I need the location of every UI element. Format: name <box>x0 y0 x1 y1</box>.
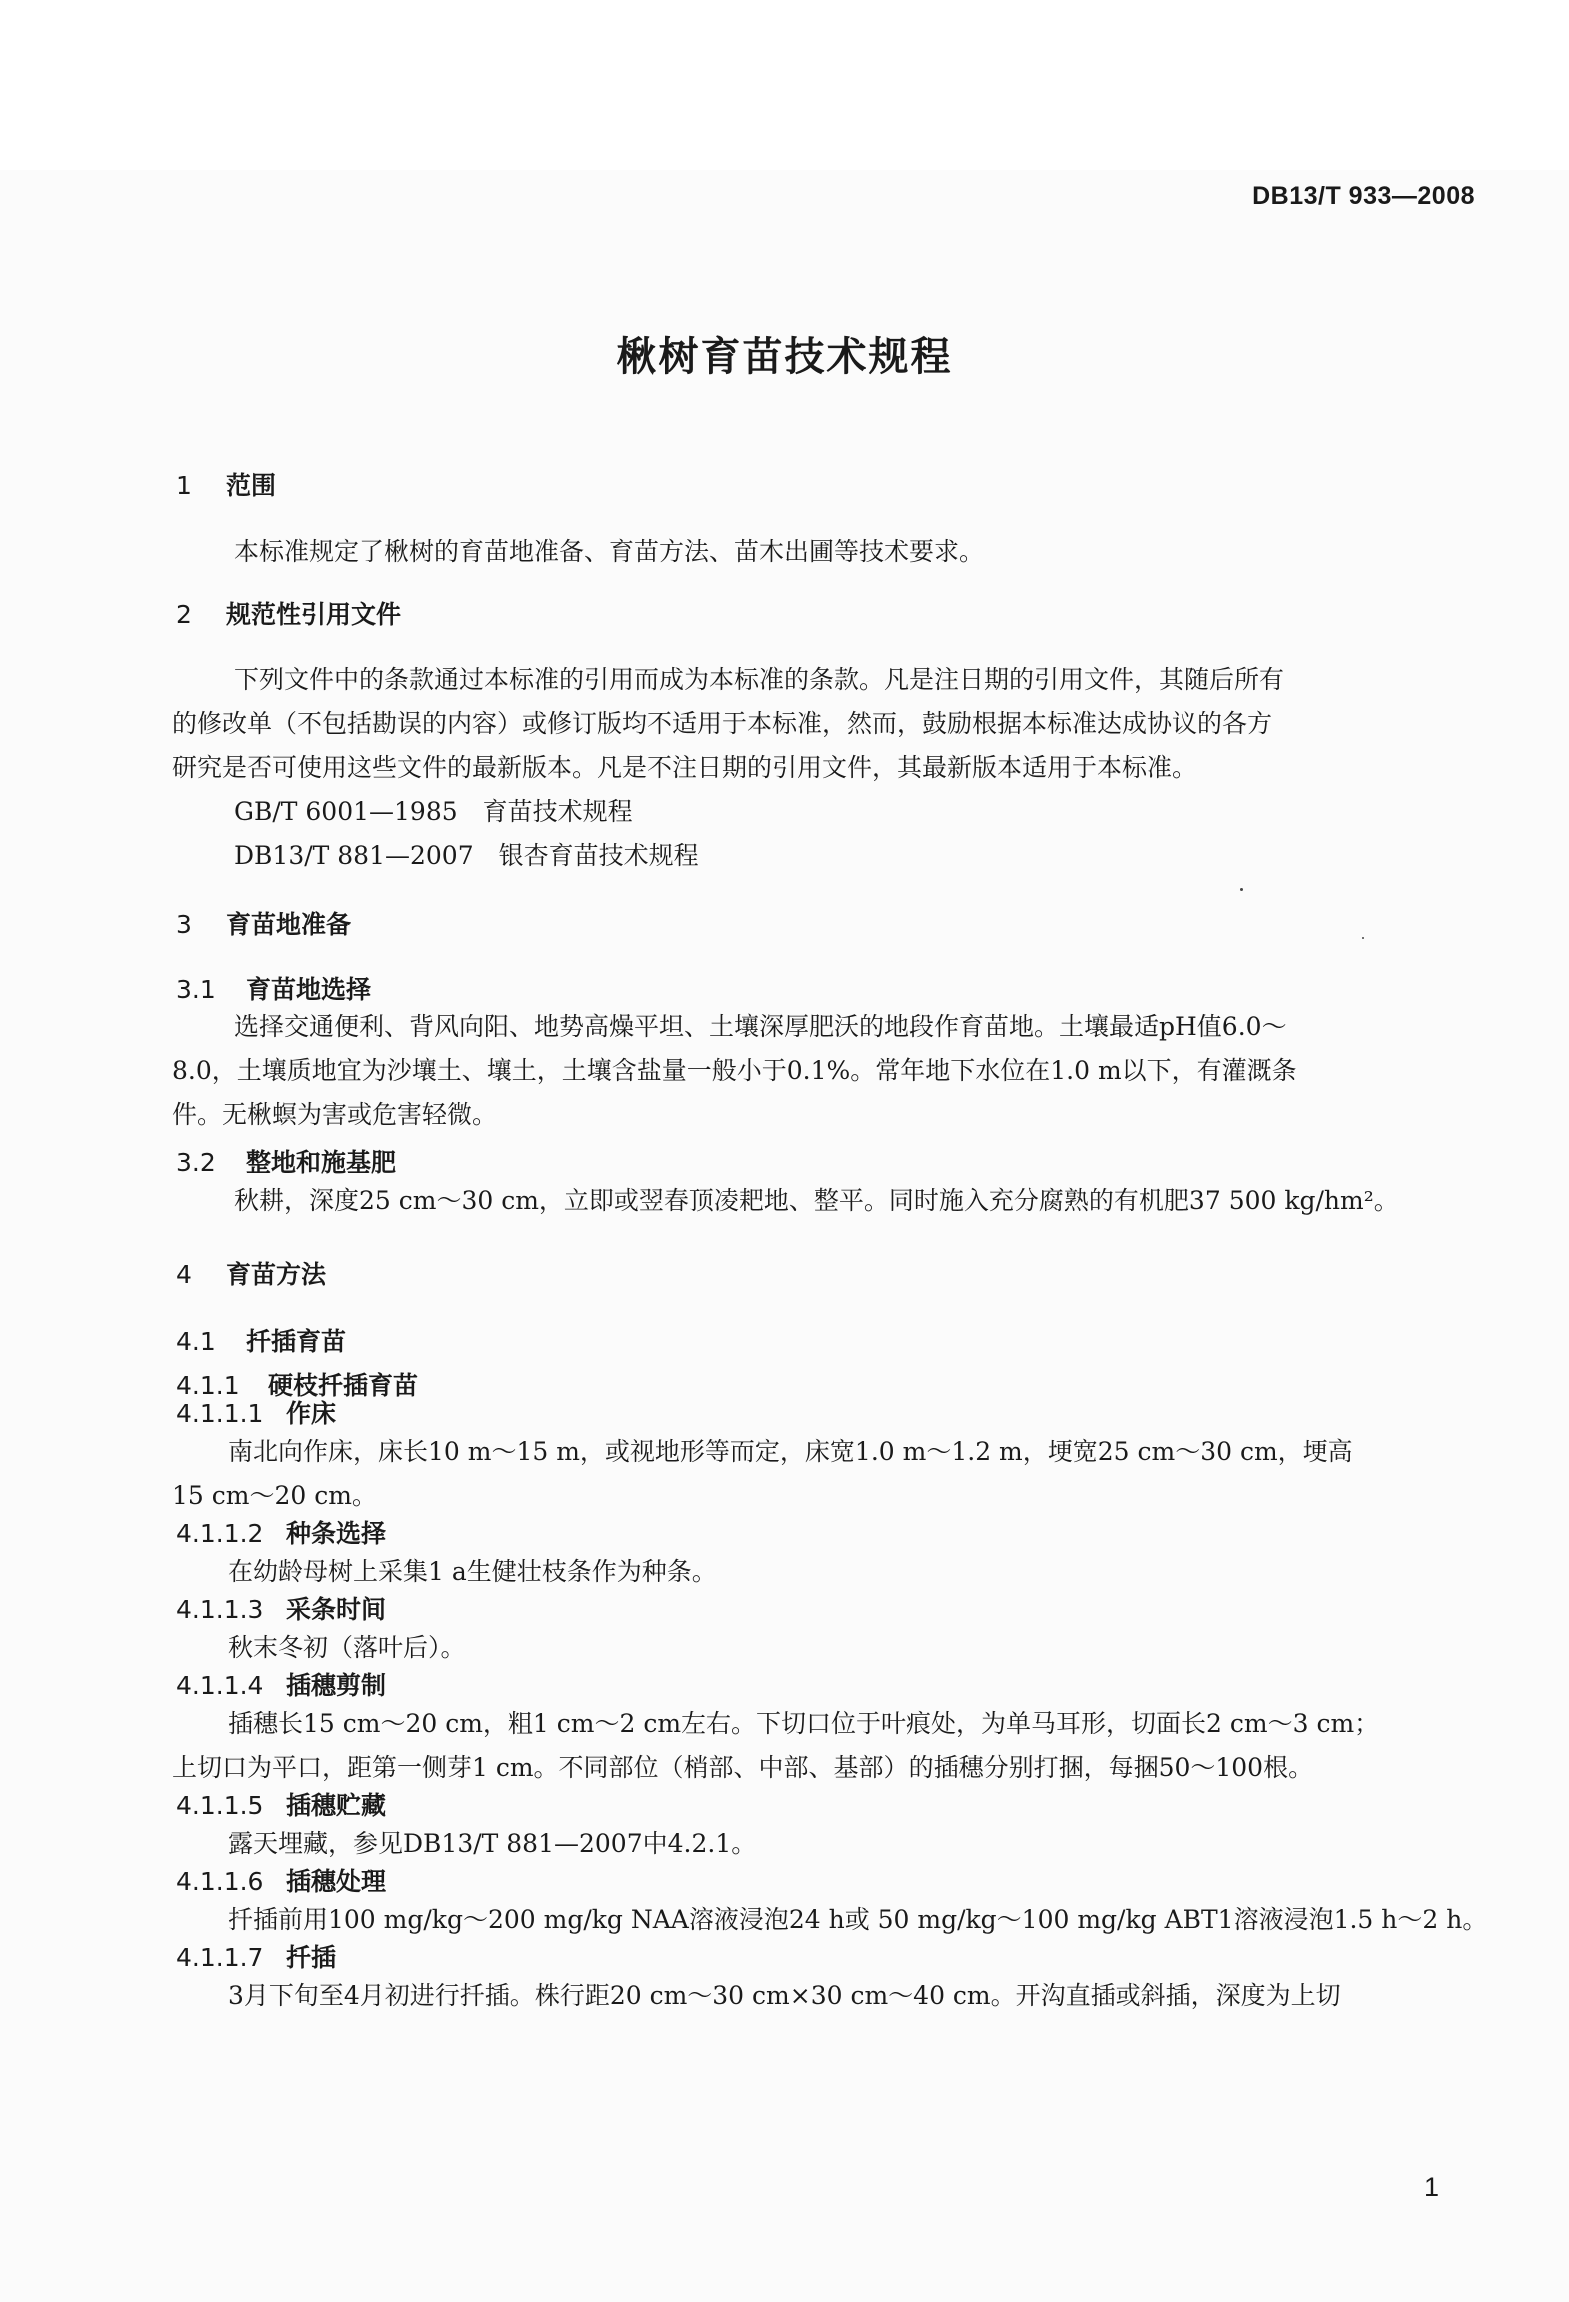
subsection-title: 种条选择 <box>286 1519 387 1548</box>
section-title: 育苗方法 <box>226 1260 327 1289</box>
page-title: 楸树育苗技术规程 <box>616 334 953 380</box>
section-number: 4.1.1 <box>176 1371 240 1400</box>
paragraph-line: 上切口为平口，距第一侧芽1 cm。不同部位（梢部、中部、基部）的插穗分别打捆，每捆50～100根。 <box>172 1753 1314 1782</box>
section-number: 2 <box>176 600 192 629</box>
subsection-heading <box>176 1942 1476 1974</box>
subsection-title: 采条时间 <box>286 1595 387 1624</box>
section-1-text: 本标准规定了楸树的育苗地准备、育苗方法、苗木出圃等技术要求。 <box>234 537 985 566</box>
section-title: 硬枝扦插育苗 <box>268 1371 419 1400</box>
paragraph-line: 研究是否可使用这些文件的最新版本。凡是不注日期的引用文件，其最新版本适用于本标准。 <box>172 753 1198 782</box>
subsection-heading <box>176 1790 1476 1822</box>
subsection-number: 4.1.1.3 <box>176 1595 264 1624</box>
paragraph-line: 秋末冬初（落叶后）。 <box>228 1633 466 1662</box>
subsection-item <box>176 1942 1476 2018</box>
reference-item: GB/T 6001—1985 育苗技术规程 <box>234 797 633 826</box>
subsection-item <box>176 1594 1476 1670</box>
section-title: 范围 <box>226 471 277 500</box>
section-2-heading <box>176 595 401 631</box>
paragraph-line: 选择交通便利、背风向阳、地势高燥平坦、土壤深厚肥沃的地段作育苗地。土壤最适pH值6.0～ <box>234 1012 1287 1041</box>
subsection-title: 插穗剪制 <box>286 1671 387 1700</box>
scan-speck <box>1362 937 1364 939</box>
subsection-item <box>176 1790 1476 1866</box>
section-number: 1 <box>176 471 192 500</box>
section-3-1-paragraph <box>172 1005 1472 1137</box>
section-2-paragraph <box>172 658 1472 878</box>
paragraph-line: 8.0，土壤质地宜为沙壤土、壤土，土壤含盐量一般小于0.1%。常年地下水位在1.0 m以下，有灌溉条 <box>172 1056 1297 1085</box>
page-number: 1 <box>1423 2172 1439 2202</box>
subsection-number: 4.1.1.7 <box>176 1943 264 1972</box>
section-4-heading <box>176 1255 326 1291</box>
paragraph-line: 在幼龄母树上采集1 a生健壮枝条作为种条。 <box>228 1557 717 1586</box>
section-4-1-heading <box>176 1322 346 1358</box>
subsection-number: 4.1.1.6 <box>176 1867 264 1896</box>
subsection-number: 4.1.1.5 <box>176 1791 264 1820</box>
subsection-number: 4.1.1.2 <box>176 1519 264 1548</box>
subsection-list <box>172 1398 1488 2018</box>
scan-speck <box>1240 888 1243 891</box>
section-3-1-heading <box>176 970 371 1006</box>
section-1-heading <box>176 466 276 502</box>
section-number: 3 <box>176 910 192 939</box>
paragraph-line: 南北向作床，床长10 m～15 m，或视地形等而定，床宽1.0 m～1.2 m，埂宽25 cm～30 cm，埂高 <box>228 1437 1353 1466</box>
paragraph-line: 露天埋藏，参见DB13/T 881—2007中4.2.1。 <box>228 1829 757 1858</box>
subsection-heading <box>176 1866 1476 1898</box>
paragraph-line: 的修改单（不包括勘误的内容）或修订版均不适用于本标准，然而，鼓励根据本标准达成协议的各方 <box>172 709 1273 738</box>
subsection-title: 插穗处理 <box>286 1867 387 1896</box>
reference-item: DB13/T 881—2007 银杏育苗技术规程 <box>234 841 699 870</box>
subsection-heading <box>176 1670 1476 1702</box>
section-title: 扦插育苗 <box>246 1327 347 1356</box>
section-3-2-text: 秋耕，深度25 cm～30 cm，立即或翌春顶凌耙地、整平。同时施入充分腐熟的有机肥37 500 kg/hm²。 <box>234 1186 1399 1215</box>
paragraph-line: 件。无楸螟为害或危害轻微。 <box>172 1100 498 1129</box>
section-3-heading <box>176 905 351 941</box>
paragraph-line: 扦插前用100 mg/kg～200 mg/kg NAA溶液浸泡24 h或 50 mg/kg～100 mg/kg ABT1溶液浸泡1.5 h～2 h。 <box>228 1905 1488 1934</box>
subsection-title: 作床 <box>286 1399 337 1428</box>
section-3-2-heading <box>176 1143 396 1179</box>
section-title: 整地和施基肥 <box>246 1148 397 1177</box>
subsection-heading <box>176 1518 1476 1550</box>
subsection-number: 4.1.1.4 <box>176 1671 264 1700</box>
section-number: 3.1 <box>176 975 216 1004</box>
subsection-title: 插穗贮藏 <box>286 1791 387 1820</box>
paragraph-line: 15 cm～20 cm。 <box>172 1481 377 1510</box>
subsection-item <box>176 1866 1488 1942</box>
section-title: 育苗地准备 <box>226 910 352 939</box>
section-title: 育苗地选择 <box>246 975 372 1004</box>
document-number: DB13/T 933—2008 <box>1252 182 1475 210</box>
subsection-heading <box>176 1398 1476 1430</box>
subsection-title: 扦插 <box>286 1943 337 1972</box>
subsection-item <box>172 1398 1476 1518</box>
section-4-1-1-heading <box>176 1366 418 1402</box>
subsection-item <box>176 1518 1476 1594</box>
section-title: 规范性引用文件 <box>226 600 402 629</box>
subsection-number: 4.1.1.1 <box>176 1399 264 1428</box>
paragraph-line: 下列文件中的条款通过本标准的引用而成为本标准的条款。凡是注日期的引用文件，其随后所有 <box>234 665 1285 694</box>
subsection-item <box>172 1670 1476 1790</box>
section-number: 4 <box>176 1260 192 1289</box>
subsection-heading <box>176 1594 1476 1626</box>
section-number: 4.1 <box>176 1327 216 1356</box>
paragraph-line: 插穗长15 cm～20 cm，粗1 cm～2 cm左右。下切口位于叶痕处，为单马耳形，切面长2 cm～3 cm； <box>228 1709 1380 1738</box>
paragraph-line: 3月下旬至4月初进行扦插。株行距20 cm～30 cm×30 cm～40 cm。开沟直插或斜插，深度为上切 <box>228 1981 1341 2010</box>
section-number: 3.2 <box>176 1148 216 1177</box>
